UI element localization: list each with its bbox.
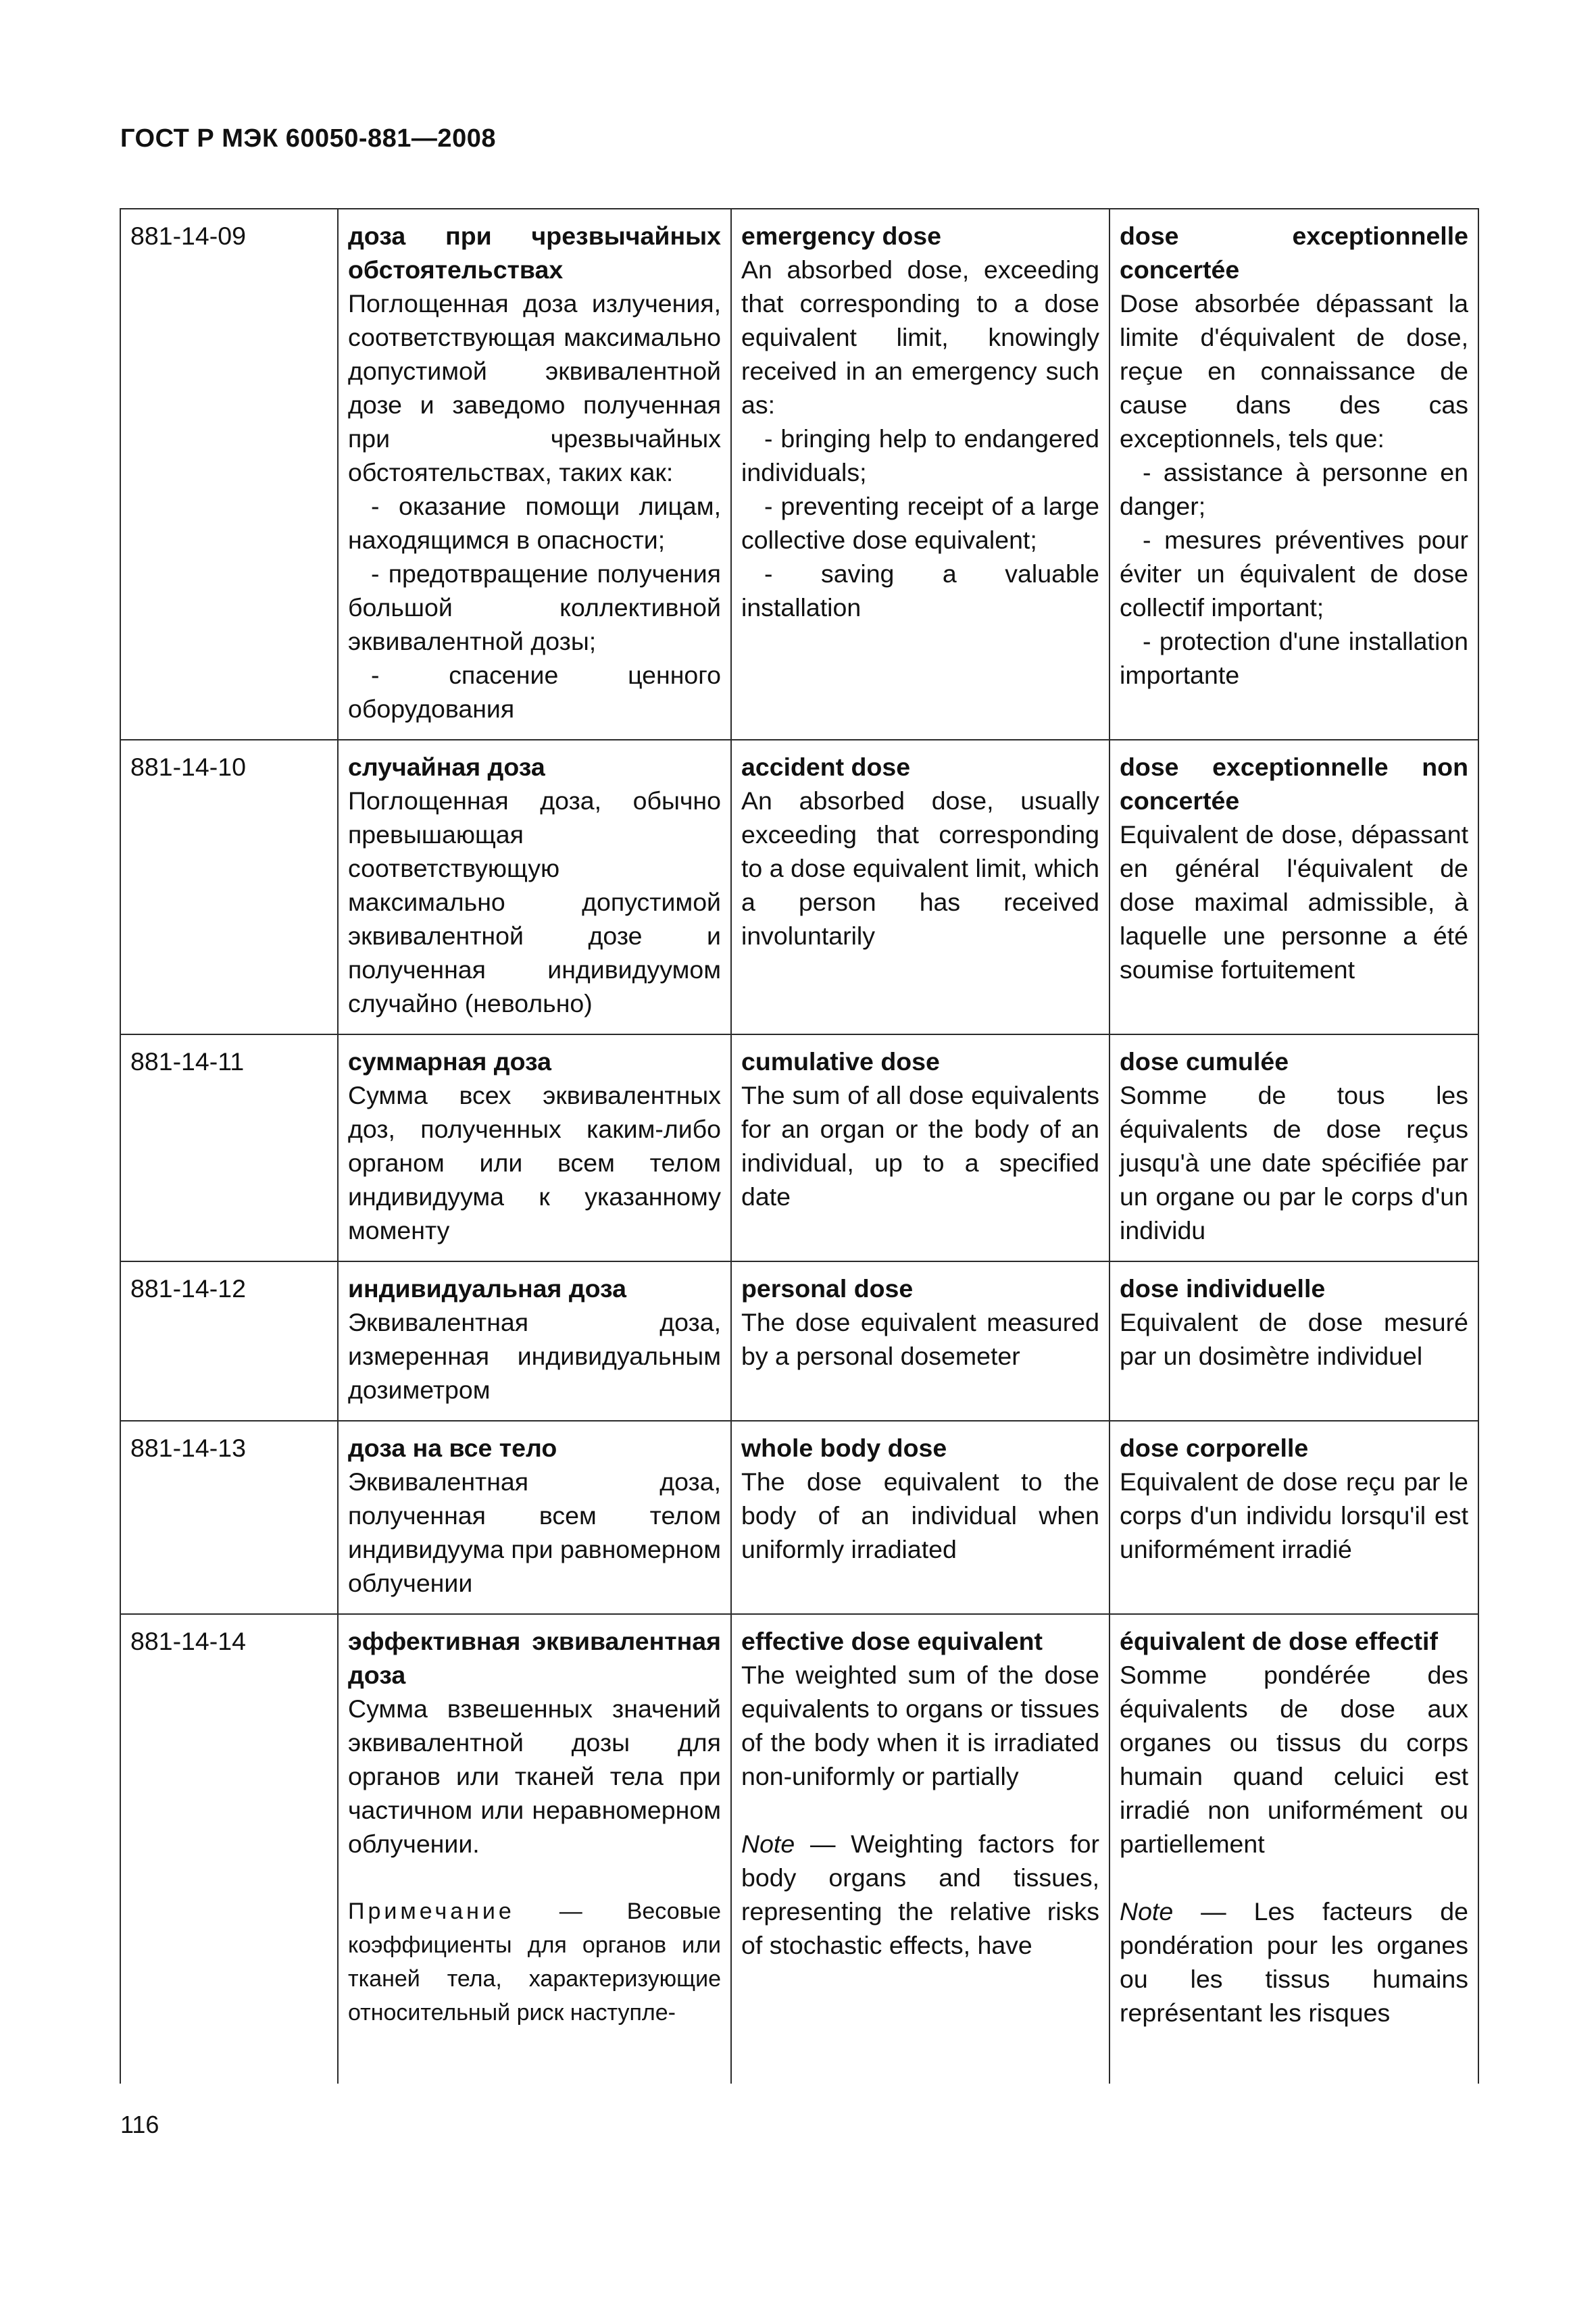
fr-cell (1109, 1034, 1478, 1261)
ru-definition: Эквивалентная доза, полученная всем телом индивидуума при равномерном облучении (348, 1467, 721, 1597)
en-definition: The sum of all dose equivalents for an organ or the body of an individual, up to a specified date (741, 1081, 1099, 1211)
en-list-item: - bringing help to endangered individuals; (741, 424, 1099, 486)
table-row (120, 209, 1478, 740)
en-term: cumulative dose (741, 1047, 940, 1076)
fr-cell (1109, 1421, 1478, 1614)
en-definition: An absorbed dose, usually exceeding that corresponding to a dose equivalent limit, which a person has received involuntarily (741, 786, 1099, 950)
fr-definition: Equivalent de dose, dépassant en général l'équivalent de dose maximal admissible, à laquelle une personne a été soumise fortuitement (1120, 820, 1468, 984)
terms-table (120, 208, 1479, 2084)
fr-cell (1109, 1261, 1478, 1421)
fr-term: dose corporelle (1120, 1434, 1309, 1462)
en-note (741, 1827, 1099, 1962)
ru-term: индивидуальная доза (348, 1274, 627, 1303)
fr-list-item: - mesures préventives pour éviter un équivalent de dose collectif important; (1120, 526, 1468, 622)
en-term: effective dose equivalent (741, 1627, 1043, 1655)
en-note-text: — Weighting factors for body organs and tissues, representing the relative risks of stochastic effects, have (741, 1830, 1099, 1959)
ru-cell (338, 740, 731, 1034)
ru-cell (338, 1034, 731, 1261)
fr-definition: Equivalent de dose mesuré par un dosimètre individuel (1120, 1308, 1468, 1370)
ru-term: случайная доза (348, 753, 545, 781)
fr-definition: Dose absorbée dépassant la limite d'équivalent de dose, reçue en connaissance de cause dans des cas exceptionnels, tels que: (1120, 289, 1468, 453)
term-number: 881-14-14 (120, 1614, 338, 2084)
fr-term: dose exceptionnelle concertée (1120, 222, 1468, 284)
en-definition: The dose equivalent measured by a personal dosemeter (741, 1308, 1099, 1370)
table-row (120, 1034, 1478, 1261)
en-term: emergency dose (741, 222, 941, 250)
term-number: 881-14-09 (120, 209, 338, 740)
table-row (120, 740, 1478, 1034)
ru-cell (338, 1421, 731, 1614)
en-term: whole body dose (741, 1434, 947, 1462)
ru-cell (338, 1614, 731, 2084)
ru-definition: Поглощенная доза излучения, соответствующая максимально допустимой эквивалентной дозе и заведомо полученная при чрезвычайных обстоятельствах, таких как: (348, 289, 721, 486)
ru-cell (338, 1261, 731, 1421)
fr-note-label: Note (1120, 1897, 1174, 1926)
ru-definition: Сумма всех эквивалентных доз, полученных каким-либо органом или всем телом индивидуума к указанному моменту (348, 1081, 721, 1244)
fr-term: équivalent de dose effectif (1120, 1627, 1438, 1655)
page-number: 116 (120, 2111, 159, 2138)
en-list-item: - saving a valuable installation (741, 559, 1099, 622)
en-cell (731, 740, 1109, 1034)
fr-note-text: — Les facteurs de pondération pour les organes ou les tissus humains représentant les risques (1120, 1897, 1469, 2027)
ru-list-item: - предотвращение получения большой коллективной эквивалентной дозы; (348, 559, 721, 655)
fr-term: dose cumulée (1120, 1047, 1289, 1076)
en-cell (731, 1421, 1109, 1614)
en-note-label: Note (741, 1830, 795, 1858)
ru-term: суммарная доза (348, 1047, 551, 1076)
en-term: accident dose (741, 753, 911, 781)
fr-definition: Equivalent de dose reçu par le corps d'un individu lorsqu'il est uniformément irradié (1120, 1467, 1468, 1563)
table-row (120, 1421, 1478, 1614)
en-definition: The dose equivalent to the body of an individual when uniformly irradiated (741, 1467, 1099, 1563)
fr-term: dose individuelle (1120, 1274, 1326, 1303)
fr-list-item: - protection d'une installation importante (1120, 627, 1468, 689)
term-number: 881-14-13 (120, 1421, 338, 1614)
ru-note-text: — Весовые коэффициенты для органов или тканей тела, характеризующие относительный риск наступле- (348, 1898, 722, 2026)
fr-definition: Somme pondérée des équivalents de dose aux organes ou tissus du corps humain quand celuici est irradié non uniformément ou partiellement (1120, 1661, 1468, 1858)
term-number: 881-14-11 (120, 1034, 338, 1261)
ru-list-item: - оказание помощи лицам, находящимся в опасности; (348, 492, 721, 554)
ru-definition: Сумма взвешенных значений эквивалентной дозы для органов или тканей тела при частичном или неравномерном облучении. (348, 1694, 721, 1858)
ru-definition: Эквивалентная доза, измеренная индивидуальным дозиметром (348, 1308, 721, 1404)
table-row (120, 1261, 1478, 1421)
table-row (120, 1614, 1478, 2084)
en-definition: The weighted sum of the dose equivalents to organs or tissues of the body when it is irradiated non-uniformly or partially (741, 1661, 1099, 1790)
fr-cell (1109, 740, 1478, 1034)
en-cell (731, 1034, 1109, 1261)
ru-term: доза при чрезвычайных обстоятельствах (348, 222, 721, 284)
ru-definition: Поглощенная доза, обычно превышающая соответствующую максимально допустимой эквивалентной дозе и полученная индивидуумом случайно (невольно) (348, 786, 721, 1017)
fr-cell (1109, 1614, 1478, 2084)
fr-cell (1109, 209, 1478, 740)
fr-note (1120, 1894, 1468, 2030)
term-number: 881-14-10 (120, 740, 338, 1034)
ru-note (348, 1894, 721, 2030)
en-definition: An absorbed dose, exceeding that corresponding to a dose equivalent limit, knowingly received in an emergency such as: (741, 255, 1099, 419)
ru-list-item: - спасение ценного оборудования (348, 661, 721, 723)
fr-definition: Somme de tous les équivalents de dose reçus jusqu'à une date spécifiée par un organe ou par le corps d'un individu (1120, 1081, 1468, 1244)
ru-note-label: Примечание (348, 1898, 515, 1924)
ru-term: эффективная эквивалентная доза (348, 1627, 721, 1689)
document-header: ГОСТ Р МЭК 60050-881—2008 (120, 124, 496, 153)
ru-cell (338, 209, 731, 740)
term-number: 881-14-12 (120, 1261, 338, 1421)
en-cell (731, 209, 1109, 740)
en-list-item: - preventing receipt of a large collective dose equivalent; (741, 492, 1099, 554)
en-cell (731, 1261, 1109, 1421)
ru-term: доза на все тело (348, 1434, 557, 1462)
en-cell (731, 1614, 1109, 2084)
fr-term: dose exceptionnelle non concertée (1120, 753, 1468, 815)
en-term: personal dose (741, 1274, 914, 1303)
fr-list-item: - assistance à personne en danger; (1120, 458, 1468, 520)
